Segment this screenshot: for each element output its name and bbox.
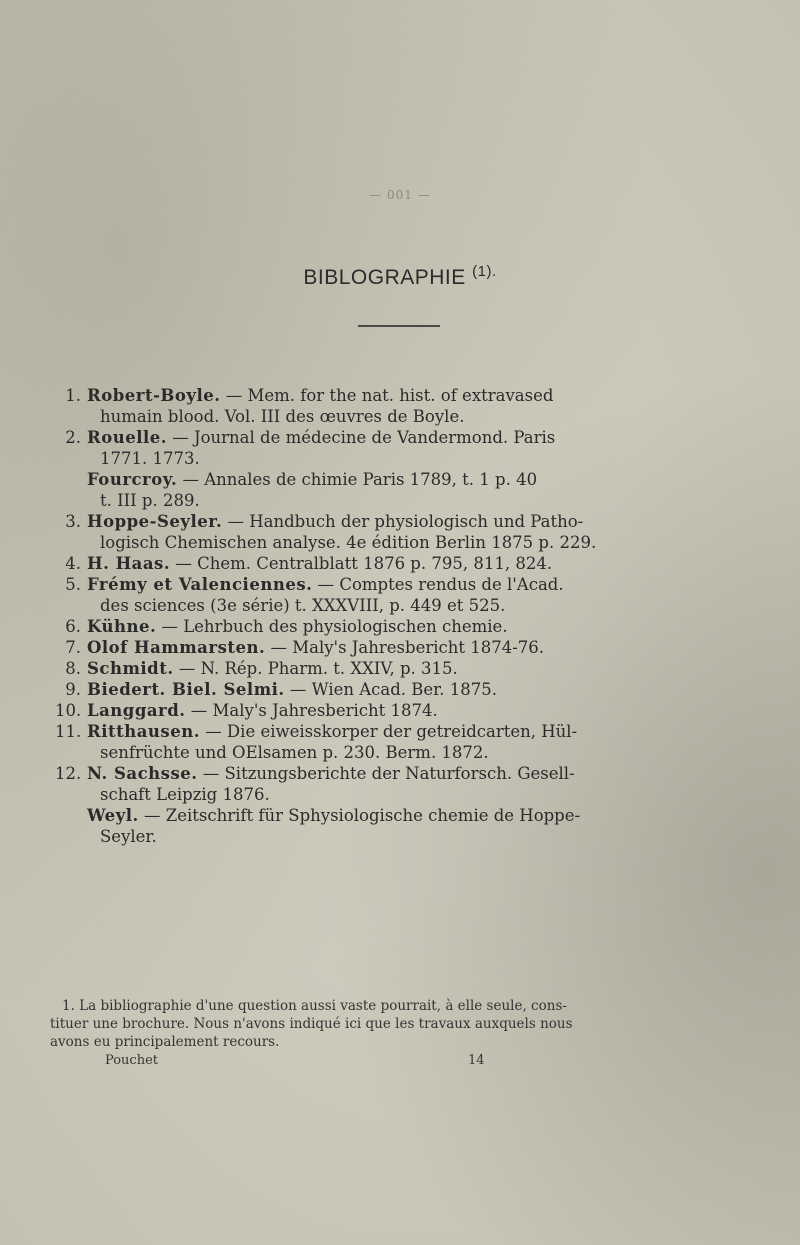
title-text: BIBLOGRAPHIE [303, 266, 466, 289]
entry-number: 9. [65, 680, 81, 699]
entry-text: — Sitzungsberichte der Naturforsch. Gesell- [202, 764, 575, 783]
bibliography-entry [55, 658, 555, 679]
entry-author: Frémy et Valenciennes. [87, 575, 313, 594]
footnote-line: tituer une brochure. Nous n'avons indiqué ici que les travaux auxquels nous [50, 1016, 573, 1032]
bibliography-entry [55, 721, 578, 763]
entry-author: Ritthausen. [87, 722, 200, 741]
entry-number: 4. [65, 554, 81, 573]
entry-text: — Annales de chimie Paris 1789, t. 1 p. 40 [182, 470, 538, 489]
entry-first-line [55, 553, 555, 574]
entry-author: Olof Hammarsten. [87, 638, 266, 657]
bibliography-entry [55, 427, 555, 469]
bibliography-entry [55, 637, 555, 658]
entry-author: H. Haas. [87, 554, 171, 573]
entry-number: 2. [65, 428, 81, 447]
entry-text: — Wien Acad. Ber. 1875. [289, 680, 497, 699]
entry-text: humain blood. Vol. III des œuvres de Boyle. [100, 407, 465, 426]
entry-first-line [55, 805, 581, 826]
entry-text: — Handbuch der physiologisch und Patho- [227, 512, 584, 531]
bibliography-entry [55, 574, 564, 616]
entry-number: 1. [65, 386, 81, 405]
printer-signature: Pouchet [105, 1053, 158, 1068]
entry-continuation-line [55, 532, 597, 553]
entry-author: Hoppe-Seyler. [87, 512, 223, 531]
bibliography-entry [55, 469, 555, 511]
entry-author: Schmidt. [87, 659, 174, 678]
entry-text: schaft Leipzig 1876. [100, 785, 270, 804]
entry-continuation-line [55, 784, 555, 805]
title-footnote-mark: (1). [472, 263, 497, 280]
entry-first-line [55, 616, 555, 637]
entry-number: 12. [55, 764, 82, 783]
entry-first-line [55, 679, 555, 700]
entry-text: senfrüchte und OElsamen p. 230. Berm. 1872. [100, 743, 489, 762]
page-title [0, 263, 800, 290]
entry-text: — Lehrbuch des physiologischen chemie. [161, 617, 508, 636]
entry-text: logisch Chemischen analyse. 4e édition Berlin 1875 p. 229. [100, 533, 597, 552]
entry-author: Fourcroy. [87, 470, 178, 489]
entry-number: 6. [65, 617, 81, 636]
bibliography-entry [55, 616, 555, 637]
entry-text: — Mem. for the nat. hist. of extravased [225, 386, 554, 405]
bibliography-entry [55, 700, 555, 721]
entry-first-line [55, 658, 555, 679]
entry-text: 1771. 1773. [100, 449, 200, 468]
bibliography-entry [55, 511, 597, 553]
entry-author: Robert-Boyle. [87, 386, 221, 405]
entry-text: — Zeitschrift für Sphysiologische chemie de Hoppe- [144, 806, 581, 825]
bibliography-entry [55, 763, 575, 805]
entry-first-line [55, 721, 578, 742]
entry-author: Kühne. [87, 617, 157, 636]
entry-text: des sciences (3e série) t. XXXVIII, p. 449 et 525. [100, 596, 506, 615]
entry-text: — Maly's Jahresbericht 1874. [190, 701, 438, 720]
entry-first-line [55, 637, 555, 658]
entry-first-line [55, 574, 564, 595]
entry-number: 7. [65, 638, 81, 657]
entry-text: — Die eiweisskorper der getreidcarten, Hül- [205, 722, 578, 741]
entry-author: Biedert. Biel. Selmi. [87, 680, 285, 699]
entry-continuation-line [55, 448, 555, 469]
entry-continuation-line [55, 826, 555, 847]
entry-author: Weyl. [87, 806, 139, 825]
title-divider [358, 325, 440, 327]
entry-text: Seyler. [100, 827, 157, 846]
entry-continuation-line [55, 595, 555, 616]
entry-continuation-line [55, 406, 555, 427]
footnote-line: avons eu principalement recours. [50, 1034, 280, 1050]
entry-first-line [55, 469, 555, 490]
footnote-line: 1. La bibliographie d'une question aussi vaste pourrait, à elle seule, cons- [62, 998, 567, 1014]
entry-author: Langgard. [87, 701, 186, 720]
bibliography-entry [55, 553, 555, 574]
entry-first-line [55, 385, 555, 406]
entry-text: — Chem. Centralblatt 1876 p. 795, 811, 824. [175, 554, 553, 573]
entry-number: 10. [55, 701, 82, 720]
bibliography-entry [55, 385, 555, 427]
bibliography-entry [55, 679, 555, 700]
entry-author: Rouelle. [87, 428, 167, 447]
footnote [50, 997, 590, 1051]
entry-continuation-line [55, 490, 555, 511]
entry-first-line [55, 427, 555, 448]
entry-text: — Journal de médecine de Vandermond. Paris [172, 428, 556, 447]
entry-first-line [55, 511, 584, 532]
entry-continuation-line [55, 742, 555, 763]
entry-number: 5. [65, 575, 81, 594]
sheet-number: 14 [468, 1053, 485, 1068]
entry-text: — N. Rép. Pharm. t. XXIV, p. 315. [178, 659, 458, 678]
entry-first-line [55, 700, 555, 721]
entry-text: — Maly's Jahresbericht 1874-76. [270, 638, 545, 657]
entry-number: 11. [55, 722, 82, 741]
entry-author: N. Sachsse. [87, 764, 198, 783]
entry-text: — Comptes rendus de l'Acad. [317, 575, 564, 594]
entry-first-line [55, 763, 575, 784]
entry-number: 8. [65, 659, 81, 678]
bibliography-entry [55, 805, 581, 847]
entry-text: t. III p. 289. [100, 491, 200, 510]
page-number: — 001 — [369, 188, 431, 202]
entry-number: 3. [65, 512, 81, 531]
bibliography-list [55, 385, 597, 847]
